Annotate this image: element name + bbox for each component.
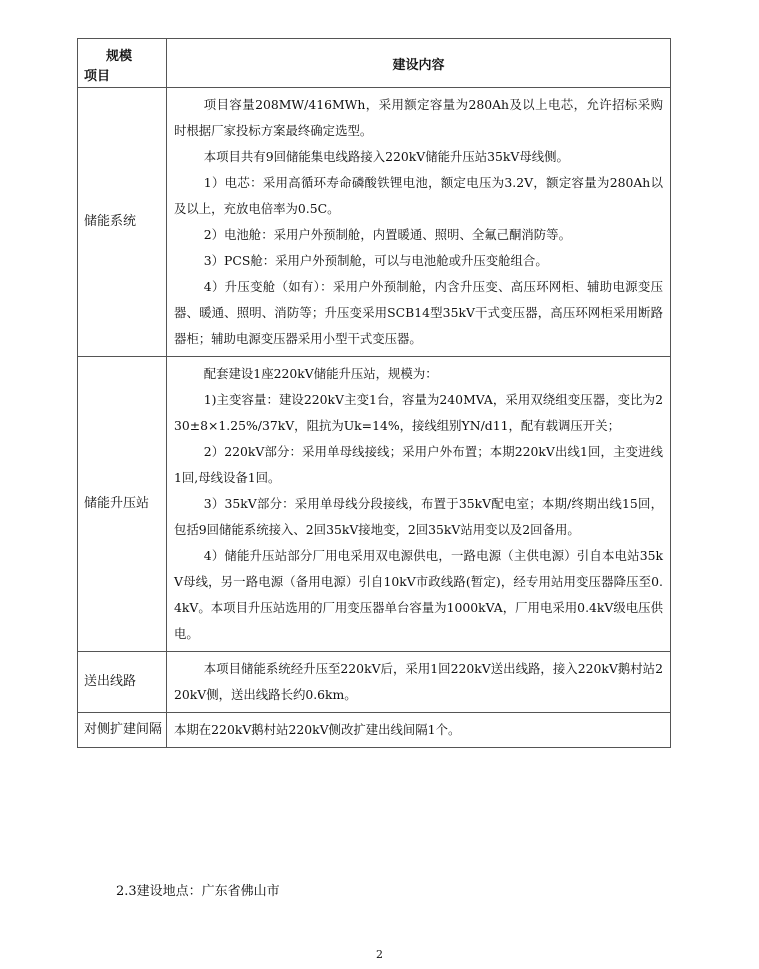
content-paragraph: 1）电芯：采用高循环寿命磷酸铁锂电池，额定电压为3.2V，额定容量为280Ah以及以上，充放电倍率为0.5C。	[174, 175, 663, 216]
content-paragraph: 3）PCS舱：采用户外预制舱，可以与电池舱或升压变舱组合。	[203, 253, 548, 268]
table-row-storage-system	[78, 88, 671, 357]
content-paragraph: 项目容量208MW/416MWh，采用额定容量为280Ah及以上电芯，允许招标采购时根据厂家投标方案最终确定选型。	[174, 97, 663, 138]
content-paragraph: 1)主变容量：建设220kV主变1台，容量为240MVA，采用双绕组变压器，变比为230±8×1.25%/37kV，阻抗为Uk=14%，接线组别YN/d11，配有载调压开关；	[174, 392, 663, 433]
row-category-opposite-bay: 对侧扩建间隔	[78, 713, 167, 748]
row-content-opposite-bay	[167, 713, 671, 748]
content-paragraph: 2）电池舱：采用户外预制舱，内置暖通、照明、全氟己酮消防等。	[203, 227, 571, 242]
table-row-booster-station	[78, 357, 671, 652]
row-category-storage-system: 储能系统	[78, 88, 167, 357]
header-project-label: 项目	[84, 69, 111, 84]
content-paragraph: 配套建设1座220kV储能升压站，规模为：	[203, 366, 438, 381]
header-scale-label: 规模	[106, 49, 133, 64]
row-content-booster-station	[167, 357, 671, 652]
row-category-booster-station: 储能升压站	[78, 357, 167, 652]
content-paragraph: 2）220kV部分：采用单母线接线；采用户外布置；本期220kV出线1回，主变进线1回,母线设备1回。	[174, 444, 663, 485]
row-content-transmission-line	[167, 652, 671, 713]
row-content-storage-system	[167, 88, 671, 357]
header-construction-content: 建设内容	[167, 39, 671, 88]
content-paragraph: 本期在220kV鹅村站220kV侧改扩建出线间隔1个。	[174, 722, 461, 737]
content-paragraph: 3）35kV部分：采用单母线分段接线，布置于35kV配电室；本期/终期出线15回，包括9回储能系统接入、2回35kV接地变，2回35kV站用变以及2回备用。	[174, 496, 663, 537]
construction-location: 2.3建设地点：广东省佛山市	[116, 884, 280, 899]
table-header-row	[78, 39, 671, 88]
construction-scope-table	[77, 38, 671, 748]
content-paragraph: 4）升压变舱（如有）：采用户外预制舱，内含升压变、高压环网柜、辅助电源变压器、暖通、照明、消防等；升压变采用SCB14型35kV干式变压器，高压环网柜采用断路器柜；辅助电源变压器采用小型干式变压器。	[174, 279, 663, 346]
header-cell-scale-project	[78, 39, 167, 88]
content-paragraph: 4）储能升压站部分厂用电采用双电源供电，一路电源（主供电源）引自本电站35kV母线，另一路电源（备用电源）引自10kV市政线路(暂定)，经专用站用变压器降压至0.4kV。本项目升压站选用的厂用变压器单台容量为1000kVA，厂用电采用0.4kV级电压供电。	[174, 548, 663, 641]
page-number: 2	[376, 948, 383, 961]
table-row-opposite-bay	[78, 713, 671, 748]
table-row-transmission-line	[78, 652, 671, 713]
row-category-transmission-line: 送出线路	[78, 652, 167, 713]
content-paragraph: 本项目储能系统经升压至220kV后，采用1回220kV送出线路，接入220kV鹅村站220kV侧，送出线路长约0.6km。	[174, 661, 663, 702]
content-paragraph: 本项目共有9回储能集电线路接入220kV储能升压站35kV母线侧。	[203, 149, 569, 164]
